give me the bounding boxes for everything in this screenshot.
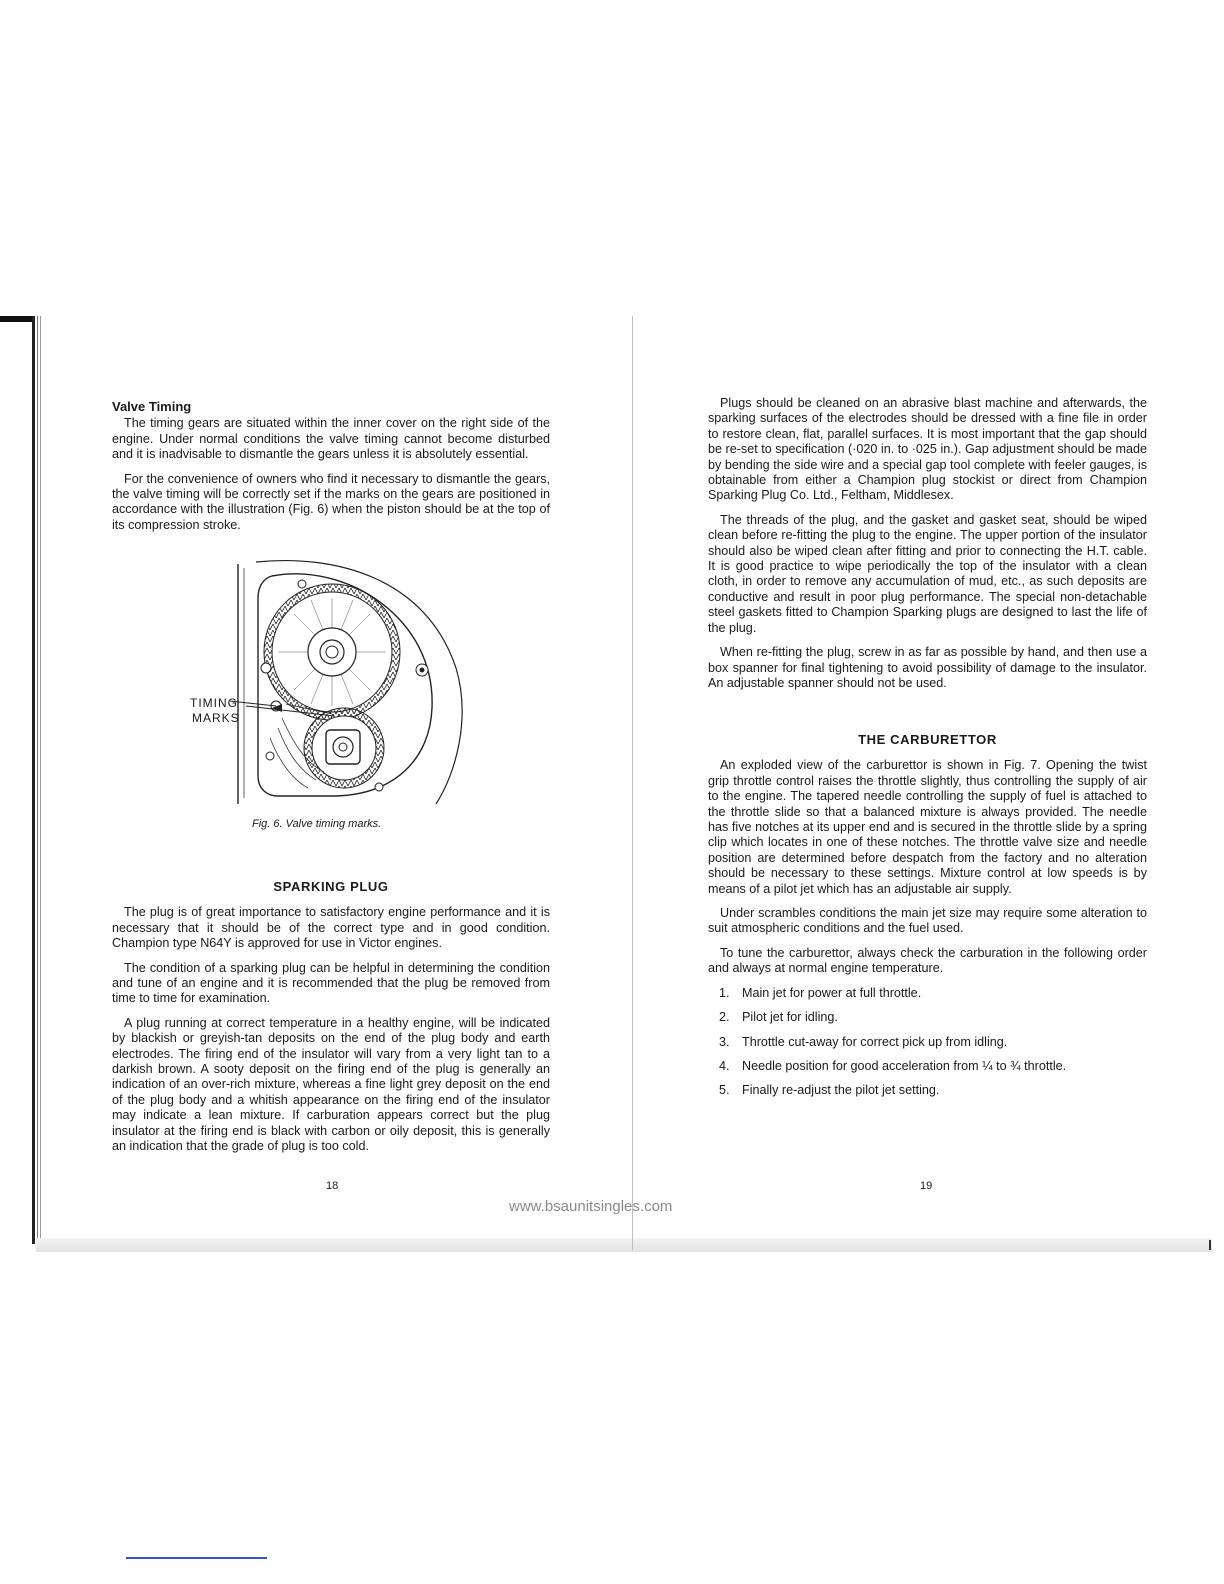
timing-marks-label-line2: MARKS — [192, 711, 240, 725]
plug-cleaning-paragraph-3: When re-fitting the plug, screw in as far as possible by hand, and then use a box spanner for final tightening to avoid possibility of damage to the insulator. An adjustable spanner should not be used. — [708, 645, 1147, 690]
figure-caption: Fig. 6. Valve timing marks. — [252, 818, 382, 830]
binding-edge-top — [0, 316, 32, 322]
list-item: 4. Needle position for good acceleration from ¼ to ¾ throttle. — [719, 1058, 1067, 1073]
binding-edge-line — [40, 316, 41, 1244]
carb-paragraph-2: Under scrambles conditions the main jet size may require some alteration to suit atmospheric conditions and the fuel used. — [708, 906, 1147, 936]
center-fold — [632, 316, 633, 1250]
binding-edge-line — [37, 316, 38, 1244]
page-number-left: 18 — [326, 1180, 339, 1192]
plug-paragraph-3: A plug running at correct temperature in a healthy engine, will be indicated by blackish or greyish-tan deposits on the end of the plug body and earth electrodes. The firing end of the insulator will vary from a very light tan to a darkish brown. A sooty deposit on the firing end of the plug is generally an indication of an over-rich mixture, whereas a fine light grey deposit on the end of the plug body and a whitish appearance on the firing end of the insulator may indicate a lean mixture. If carburation appears correct but the plug insulator at the firing end is black with carbon or oily deposit, this is generally an indication that the grade of plug is too cold. — [112, 1015, 550, 1154]
right-page-column-lower — [708, 732, 1147, 1108]
plug-cleaning-paragraph-1: Plugs should be cleaned on an abrasive blast machine and afterwards, the sparking surfaces of the electrodes should be dressed with a fine file in order to restore clean, flat, parallel surfaces. It is most important that the gap should be re-set to specification (·020 in. to ·025 in.). Gap adjustment should be made by bending the side wire and a special gap tool complete with feeler gauges, is obtainable from either a Champion plug stockist or direct from Champion Sparking Plug Co. Ltd., Feltham, Middlesex. — [708, 396, 1147, 503]
valve-paragraph-1: The timing gears are situated within the inner cover on the right side of the engine. Under normal conditions the valve timing cannot become disturbed and it is inadvisable to dismantle the gears unless it is absolutely essential. — [112, 416, 550, 462]
list-item: 3. Throttle cut-away for correct pick up from idling. — [719, 1034, 1008, 1049]
page-number-right: 19 — [920, 1180, 933, 1192]
binding-edge-line — [32, 316, 35, 1244]
plug-paragraph-1: The plug is of great importance to satisfactory engine performance and it is necessary that it should be of the correct type and in good condition. Champion type N64Y is approved for use in Victor engines. — [112, 905, 550, 951]
carburettor-heading: THE CARBURETTOR — [858, 732, 997, 747]
left-page-column-lower — [112, 879, 550, 1164]
carb-paragraph-3: To tune the carburettor, always check the carburation in the following order and always at normal engine temperature. — [708, 945, 1147, 976]
edge-mark — [1209, 1240, 1211, 1250]
page-bottom-shadow — [36, 1238, 1212, 1252]
valve-paragraph-2: For the convenience of owners who find it necessary to dismantle the gears, the valve timing will be correctly set if the marks on the gears are positioned in accordance with the illustration (Fig. 6) when the piston should be at the top of its compression stroke. — [112, 471, 550, 532]
plug-cleaning-paragraph-2: The threads of the plug, and the gasket and gasket seat, should be wiped clean before re-fitting the plug to the engine. The upper portion of the insulator should also be wiped clean after fitting and prior to connecting the H.T. cable. It is good practice to wipe periodically the top of the insulator with a clean cloth, in order to remove any accumulation of mud, etc., as such deposits are conductive and result in poor plug performance. The special non-detachable steel gaskets fitted to Champion Sparking plugs are designed to last the life of the plug. — [708, 512, 1147, 635]
tuning-steps-list — [708, 986, 1147, 1099]
left-page-column — [112, 396, 550, 542]
timing-marks-label-line1: TIMING — [190, 696, 238, 710]
watermark-url: www.bsaunitsingles.com — [509, 1198, 673, 1215]
right-page-column — [708, 396, 1147, 700]
list-item: 1. Main jet for power at full throttle. — [719, 985, 922, 1000]
list-item: 2. Pilot jet for idling. — [719, 1010, 838, 1025]
timing-gears-illustration — [186, 558, 476, 810]
link-underline[interactable] — [126, 1557, 267, 1559]
valve-timing-figure — [186, 558, 476, 810]
plug-paragraph-2: The condition of a sparking plug can be helpful in determining the condition and tune of an engine and it is recommended that the plug be removed from time to time for examination. — [112, 960, 550, 1006]
valve-timing-heading: Valve Timing — [112, 399, 192, 414]
list-item: 5. Finally re-adjust the pilot jet setting. — [719, 1083, 940, 1098]
carb-paragraph-1: An exploded view of the carburettor is shown in Fig. 7. Opening the twist grip throttle control raises the throttle slightly, thus controlling the supply of air to the engine. The tapered needle controlling the supply of fuel is attached to the throttle slide so that a balanced mixture is always provided. The needle has five notches at its upper end and is secured in the throttle slide by a spring clip which locates in one of these notches. The throttle valve size and needle position are determined before despatch from the factory and no alteration should be necessary to these settings. Mixture control at low speeds is by means of a pilot jet which has an adjustable air supply. — [708, 758, 1147, 896]
sparking-plug-heading: SPARKING PLUG — [273, 879, 389, 894]
